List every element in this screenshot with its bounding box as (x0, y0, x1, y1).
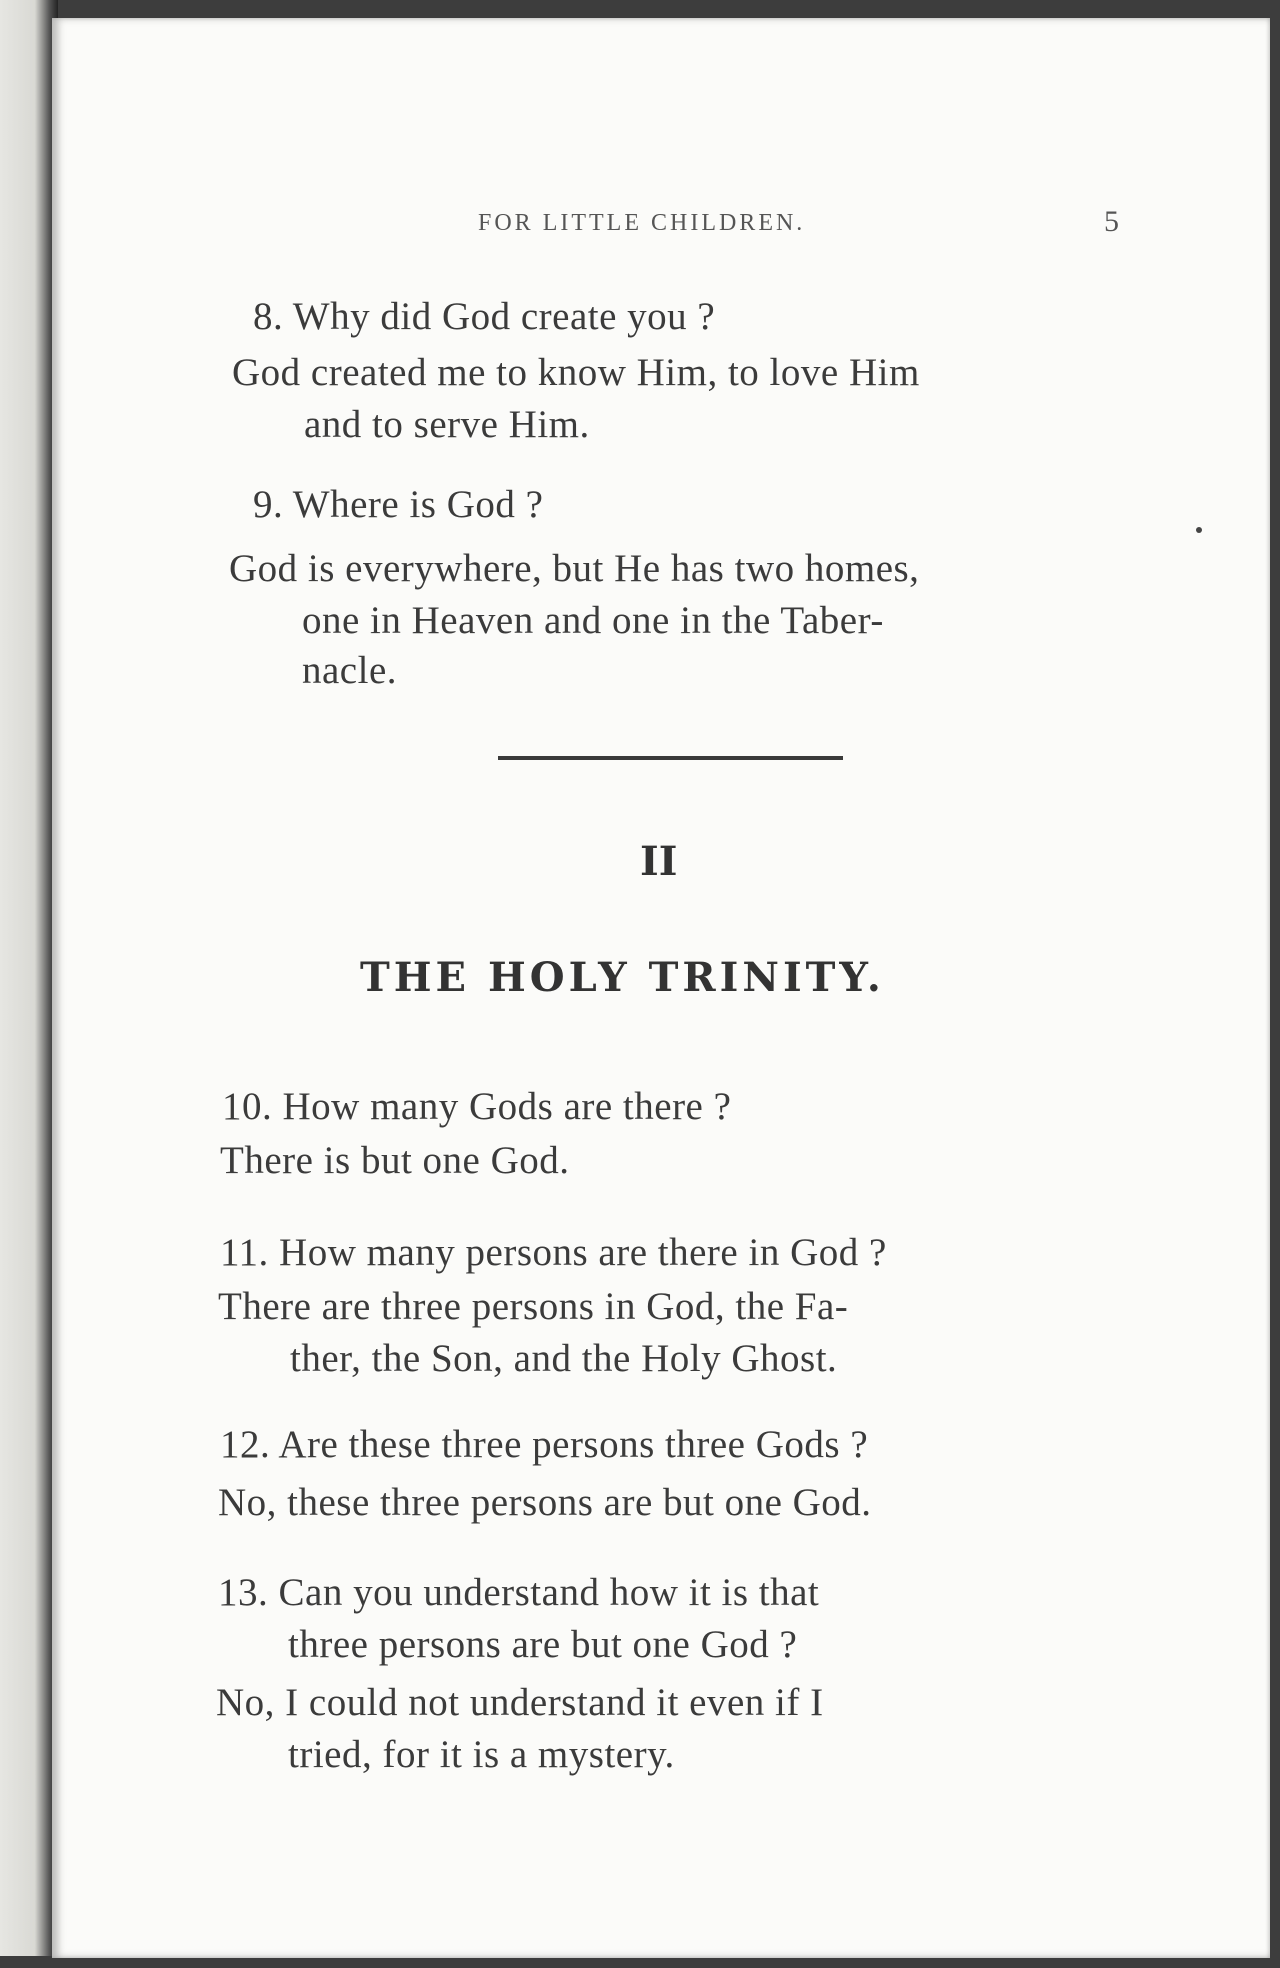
answer-9-line-3: nacle. (302, 649, 398, 692)
specks (1196, 527, 1202, 533)
answer-13-line-1: No, I could not understand it even if I (216, 1681, 824, 1724)
question-9: 9. Where is God ? (253, 483, 544, 526)
answer-8-line-1: God created me to know Him, to love Him (232, 351, 920, 394)
answer-10-line-1: There is but one God. (220, 1139, 570, 1182)
answer-9-line-2: one in Heaven and one in the Taber- (302, 599, 884, 642)
book-spine-shadow (0, 0, 58, 1968)
question-8: 8. Why did God create you ? (253, 295, 716, 338)
answer-13-line-2: tried, for it is a mystery. (288, 1733, 675, 1776)
section-number: II (640, 838, 678, 885)
answer-8-line-2: and to serve Him. (304, 403, 590, 446)
question-13-line-1: 13. Can you understand how it is that (218, 1571, 820, 1614)
question-10: 10. How many Gods are there ? (222, 1085, 732, 1128)
question-11: 11. How many persons are there in God ? (220, 1231, 887, 1274)
section-divider (498, 756, 843, 760)
question-13-line-2: three persons are but one God ? (288, 1623, 798, 1666)
page-number: 5 (1104, 205, 1119, 238)
answer-11-line-1: There are three persons in God, the Fa- (218, 1285, 849, 1328)
answer-12-line-1: No, these three persons are but one God. (218, 1481, 872, 1524)
running-head: FOR LITTLE CHILDREN. (478, 210, 806, 236)
question-12: 12. Are these three persons three Gods ? (220, 1423, 869, 1466)
answer-11-line-2: ther, the Son, and the Holy Ghost. (290, 1337, 838, 1380)
answer-9-line-1: God is everywhere, but He has two homes, (229, 547, 920, 590)
section-title: THE HOLY TRINITY. (360, 954, 885, 1001)
scan-top-edge (0, 0, 1280, 20)
